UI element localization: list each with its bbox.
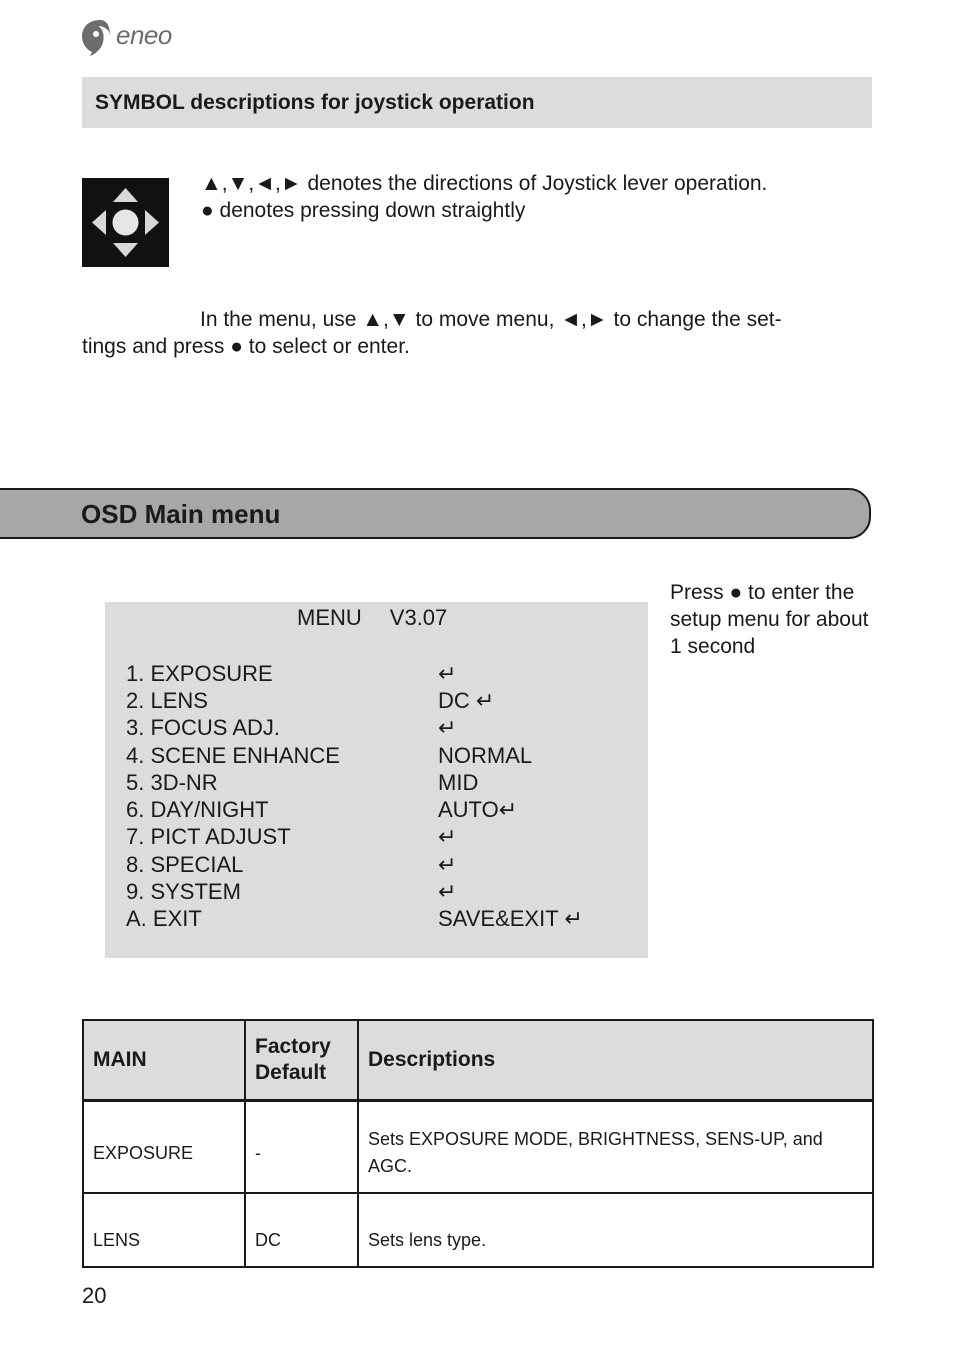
osd-menu-item-3d-nr <box>126 769 626 796</box>
osd-menu-title: MENU <box>297 605 362 630</box>
osd-menu-item-pict-adjust <box>126 823 626 850</box>
osd-menu-item-value: SAVE&EXIT ↵ <box>438 906 583 931</box>
osd-menu-item-exit <box>126 905 626 932</box>
page-number: 20 <box>82 1283 107 1308</box>
menu-navigation-text-line1: In the menu, use ▲,▼ to move menu, ◄,► to change the set- <box>200 308 782 331</box>
osd-side-note: Press ● to enter the setup menu for about 1 second <box>670 581 869 658</box>
osd-menu-item-label: A. EXIT <box>126 906 202 931</box>
symbol-section-header: SYMBOL descriptions for joystick operation <box>82 77 872 128</box>
osd-menu-item-value: AUTO↵ <box>438 797 518 822</box>
osd-menu-item-value: ↵ <box>438 879 457 904</box>
osd-menu-item-label: 2. LENS <box>126 688 208 713</box>
brand-name: eneo <box>116 20 172 50</box>
cell-description: Sets lens type. <box>358 1193 873 1267</box>
osd-menu-item-label: 9. SYSTEM <box>126 879 241 904</box>
osd-menu-item-value: ↵ <box>438 715 457 740</box>
osd-menu-item-label: 7. PICT ADJUST <box>126 824 291 849</box>
main-menu-table <box>82 1019 874 1268</box>
osd-menu-item-label: 5. 3D-NR <box>126 770 218 795</box>
osd-menu-item-label: 3. FOCUS ADJ. <box>126 715 281 740</box>
cell-default: - <box>245 1101 358 1194</box>
osd-menu-item-value: DC ↵ <box>438 688 495 713</box>
osd-menu-item-value: ↵ <box>438 661 457 686</box>
osd-menu-item-exposure <box>126 660 626 687</box>
cell-description: Sets EXPOSURE MODE, BRIGHTNESS, SENS-UP, and AGC. <box>358 1101 873 1194</box>
osd-menu-item-label: 4. SCENE ENHANCE <box>126 743 340 768</box>
osd-menu-item-label: 6. DAY/NIGHT <box>126 797 269 822</box>
table-row <box>83 1193 873 1267</box>
osd-menu-version: V3.07 <box>389 605 448 630</box>
joystick-direction-description: ▲,▼,◄,► denotes the directions of Joystick lever operation. <box>201 172 768 195</box>
osd-menu-item-value: MID <box>438 770 479 795</box>
osd-menu-item-value: ↵ <box>438 824 457 849</box>
osd-menu-item-focus-adj <box>126 714 626 741</box>
header-factory-default: Factory Default <box>245 1020 358 1101</box>
osd-menu-item-day-night <box>126 796 626 823</box>
menu-navigation-text-line2: tings and press ● to select or enter. <box>82 335 410 358</box>
osd-menu-item-special <box>126 851 626 878</box>
joystick-directions-icon <box>82 178 169 267</box>
osd-menu-item-system <box>126 878 626 905</box>
header-descriptions: Descriptions <box>358 1020 873 1101</box>
table-row <box>83 1101 873 1194</box>
osd-menu-item-lens <box>126 687 626 714</box>
joystick-press-description: ● denotes pressing down straightly <box>201 199 526 222</box>
header-main: MAIN <box>83 1020 245 1101</box>
osd-menu-item-scene-enhance <box>126 742 626 769</box>
cell-main: LENS <box>83 1193 245 1267</box>
osd-menu-header <box>297 605 447 631</box>
osd-menu-item-label: 1. EXPOSURE <box>126 661 273 686</box>
osd-section-title: OSD Main menu <box>81 499 281 529</box>
osd-menu-item-value: NORMAL <box>438 743 533 768</box>
table-header-row <box>83 1020 873 1101</box>
cell-default: DC <box>245 1193 358 1267</box>
cell-main: EXPOSURE <box>83 1101 245 1194</box>
osd-menu-item-label: 8. SPECIAL <box>126 852 244 877</box>
osd-menu-item-value: ↵ <box>438 852 457 877</box>
